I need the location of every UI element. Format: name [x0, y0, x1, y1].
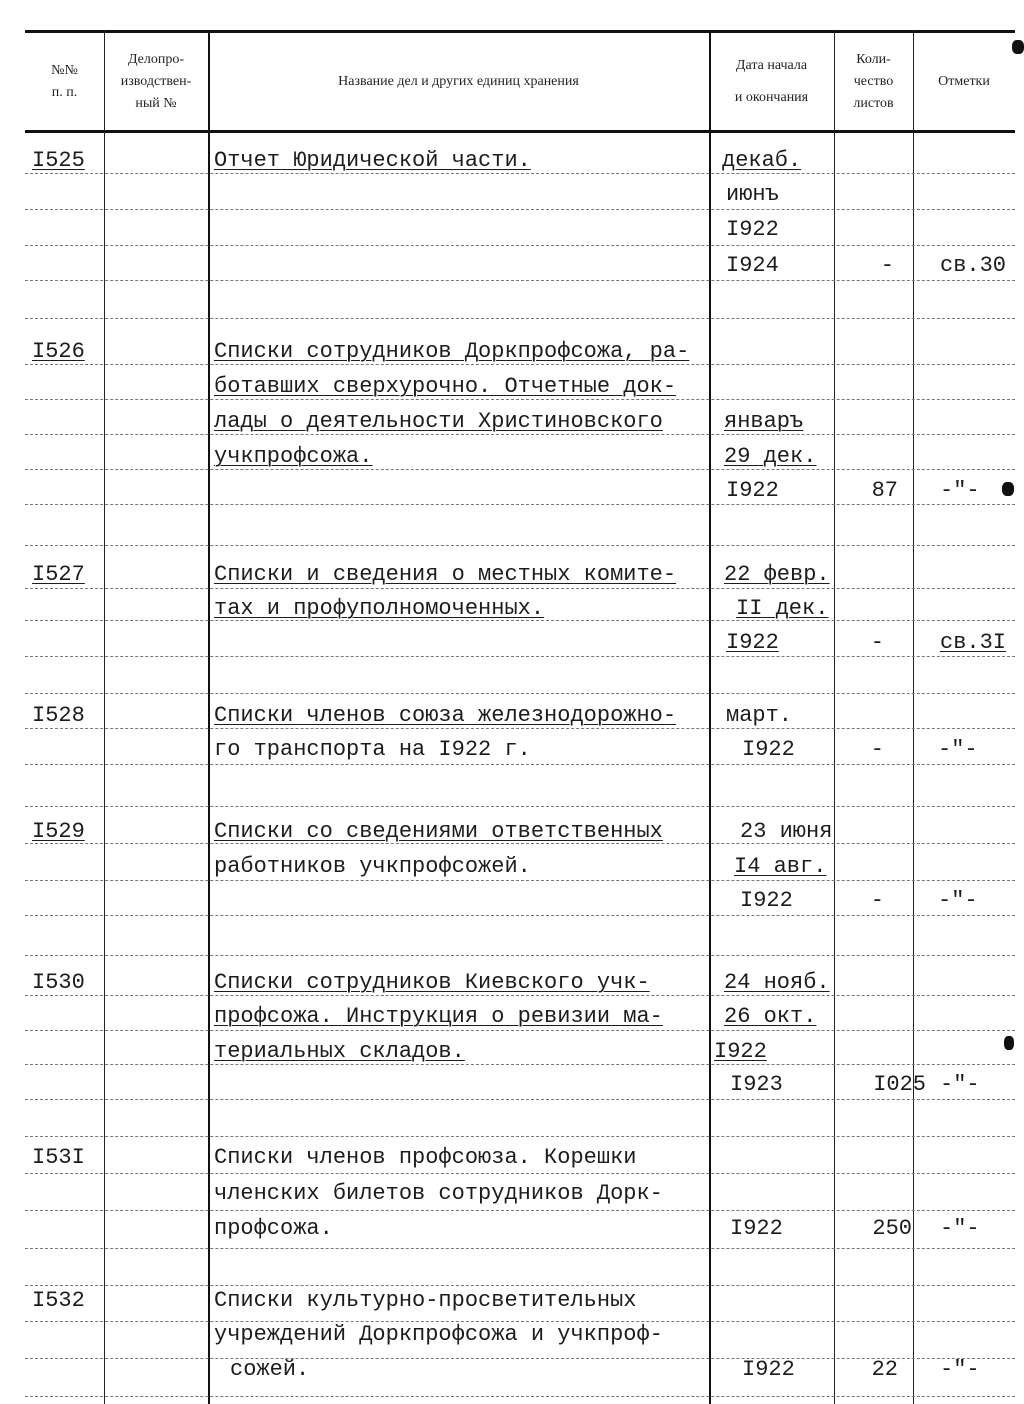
item-number: I528: [32, 703, 85, 728]
header-text: чество: [853, 74, 894, 89]
item-title-line: Списки сотрудников Киевского учк-: [214, 970, 650, 995]
ink-blot-mark: [1012, 40, 1024, 54]
item-notes: -"-: [938, 737, 978, 762]
item-title-line: го транспорта на I922 г.: [214, 737, 531, 762]
item-date-line: январъ: [724, 409, 804, 434]
item-date-line: I924: [726, 253, 779, 278]
item-title-line: Списки и сведения о местных комите-: [214, 562, 677, 587]
item-title-line: Списки сотрудников Доркпрофсожа, ра-: [214, 339, 690, 364]
item-sheets: 87: [871, 478, 898, 503]
item-sheets: -: [870, 737, 884, 762]
item-notes: -"-: [940, 1357, 980, 1382]
item-notes: -"-: [940, 478, 980, 503]
item-title-line: учкпрофсожа.: [214, 444, 373, 469]
header-text: Коли-: [856, 52, 891, 67]
item-notes: -"-: [938, 888, 978, 913]
item-sheets: 22: [871, 1357, 898, 1382]
item-date-line: 26 окт.: [724, 1004, 817, 1029]
column-divider: [913, 30, 914, 1404]
item-date-line: I922: [726, 478, 779, 503]
column-divider: [104, 30, 105, 1404]
item-title-line: профсожа.: [214, 1216, 333, 1241]
item-number: I53I: [32, 1145, 85, 1170]
item-date-line: I4 авг.: [734, 854, 827, 879]
item-title-line: териальных складов.: [214, 1039, 465, 1064]
header-office-number: [104, 36, 208, 128]
item-sheets: 250: [872, 1216, 912, 1241]
column-divider: [834, 30, 835, 1404]
ink-blot-mark: [1004, 1036, 1014, 1050]
item-title-line: Списки членов профсоюза. Корешки: [214, 1145, 637, 1170]
item-date-line: I922: [730, 1216, 783, 1241]
item-title-line: членских билетов сотрудников Дорк-: [214, 1181, 663, 1206]
header-notes: [913, 36, 1015, 128]
column-divider: [709, 30, 711, 1404]
header-text: Делопро-: [127, 52, 185, 67]
item-date-line: июнъ: [726, 182, 779, 207]
item-date-line: I922: [714, 1039, 767, 1064]
item-date-line: I923: [730, 1072, 783, 1097]
item-title-line: Списки членов союза железнодорожно-: [214, 703, 677, 728]
item-date-line: декаб.: [722, 148, 802, 173]
item-date-line: I922: [742, 1357, 795, 1382]
item-date-line: март.: [726, 703, 793, 728]
item-title-line: сожей.: [230, 1357, 310, 1382]
item-date-line: 24 нояб.: [724, 970, 830, 995]
header-text: изводствен-: [120, 74, 192, 89]
item-number: I526: [32, 339, 85, 364]
item-title-line: работников учкпрофсожей.: [214, 854, 531, 879]
item-sheets: -: [880, 253, 894, 278]
item-date-line: 29 дек.: [724, 444, 817, 469]
header-text: Отметки: [938, 74, 990, 89]
item-title-line: тах и профуполномоченных.: [214, 596, 545, 621]
item-notes: св.30: [940, 253, 1007, 278]
header-text: №№: [51, 63, 78, 78]
header-top-rule: [25, 30, 1015, 33]
item-sheets: I025: [873, 1072, 926, 1097]
item-title-line: Списки со сведениями ответственных: [214, 819, 663, 844]
item-title-line: учреждений Доркпрофсожа и учкпроф-: [214, 1322, 663, 1347]
header-text: ный №: [135, 96, 177, 111]
item-date-line: II дек.: [736, 596, 829, 621]
item-notes: -"-: [940, 1216, 980, 1241]
item-sheets: -: [870, 888, 884, 913]
item-date-line: I922: [726, 630, 779, 655]
header-dates: [709, 36, 834, 128]
item-title-line: лады о деятельности Христиновского: [214, 409, 663, 434]
item-number: I525: [32, 148, 85, 173]
header-text: п. п.: [51, 85, 78, 100]
item-number: I529: [32, 819, 85, 844]
item-title-line: профсожа. Инструкция о ревизии ма-: [214, 1004, 663, 1029]
item-title-line: Списки культурно-просветительных: [214, 1288, 637, 1313]
item-date-line: I922: [740, 888, 793, 913]
header-number: [25, 36, 104, 128]
item-sheets: -: [870, 630, 884, 655]
header-text: Название дел и других единиц хранения: [338, 74, 579, 89]
item-notes: св.3I: [940, 630, 1007, 655]
item-date-line: I922: [726, 217, 779, 242]
header-title: [208, 36, 709, 128]
item-number: I532: [32, 1288, 85, 1313]
item-number: I527: [32, 562, 85, 587]
header-text: Дата начала: [735, 58, 808, 73]
ink-blot-mark: [1002, 482, 1014, 496]
item-number: I530: [32, 970, 85, 995]
item-date-line: 22 февр.: [724, 562, 830, 587]
item-date-line: I922: [742, 737, 795, 762]
header-sheets: [834, 36, 913, 128]
item-title-line: Отчет Юридической части.: [214, 148, 531, 173]
item-title-line: ботавших сверхурочно. Отчетные док-: [214, 374, 677, 399]
column-divider: [208, 30, 210, 1404]
header-text: и окончания: [734, 90, 809, 105]
item-notes: -"-: [940, 1072, 980, 1097]
header-text: листов: [853, 96, 894, 111]
header-bottom-rule: [25, 130, 1015, 133]
item-date-line: 23 июня: [740, 819, 833, 844]
